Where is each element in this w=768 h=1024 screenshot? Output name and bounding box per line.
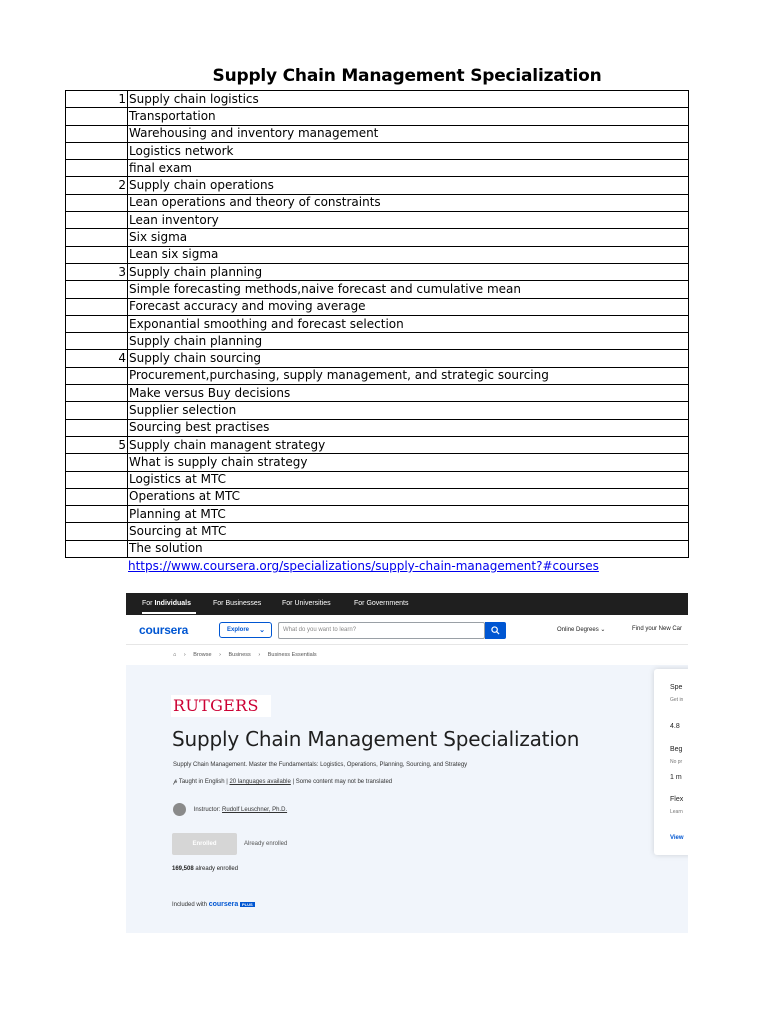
tab-governments[interactable]: For Governments [354, 600, 409, 607]
table-row [66, 523, 689, 540]
instructor-name-link[interactable]: Rudolf Leuschner, Ph.D. [222, 807, 288, 814]
online-degrees-link[interactable]: Online Degrees ⌄ [557, 627, 606, 633]
view-link[interactable]: View [670, 835, 684, 841]
coursera-link[interactable]: https://www.coursera.org/specializations/supply-chain-management?#courses [128, 559, 599, 573]
search-input[interactable] [278, 622, 485, 639]
table-row [66, 315, 689, 332]
row-topic: Logistics at MTC [128, 471, 689, 488]
row-topic: What is supply chain strategy [128, 454, 689, 471]
chevron-down-icon: ⌄ [259, 627, 265, 634]
row-number [66, 419, 128, 436]
row-number [66, 194, 128, 211]
main-nav [126, 615, 688, 645]
row-topic: Warehousing and inventory management [128, 125, 689, 142]
breadcrumb-business[interactable]: Business [228, 652, 251, 658]
row-number [66, 385, 128, 402]
chevron-right-icon: › [258, 652, 261, 658]
coursera-logo[interactable]: coursera [139, 623, 189, 637]
breadcrumb [173, 652, 323, 658]
table-row [66, 281, 689, 298]
table-row [66, 419, 689, 436]
find-career-link[interactable]: Find your New Car [632, 626, 683, 632]
row-topic: Lean six sigma [128, 246, 689, 263]
table-row [66, 229, 689, 246]
row-topic: Lean operations and theory of constraints [128, 194, 689, 211]
row-topic: Make versus Buy decisions [128, 385, 689, 402]
row-topic: Supply chain logistics [128, 91, 689, 108]
search-icon [491, 626, 500, 635]
row-topic: Lean inventory [128, 212, 689, 229]
row-number [66, 298, 128, 315]
row-topic: Supply chain sourcing [128, 350, 689, 367]
row-topic: Supplier selection [128, 402, 689, 419]
row-topic: Supply chain planning [128, 263, 689, 280]
table-row [66, 177, 689, 194]
row-number: 3 [66, 263, 128, 280]
row-topic: Exponantial smoothing and forecast selection [128, 315, 689, 332]
avatar [173, 803, 186, 816]
row-topic: Simple forecasting methods,naive forecast and cumulative mean [128, 281, 689, 298]
table-row [66, 108, 689, 125]
row-number [66, 471, 128, 488]
explore-button[interactable]: Explore ⌄ [219, 622, 272, 638]
coursera-plus-logo: coursera [208, 901, 239, 908]
row-number [66, 402, 128, 419]
row-number [66, 488, 128, 505]
row-number [66, 506, 128, 523]
table-row [66, 350, 689, 367]
table-row [66, 246, 689, 263]
row-number [66, 315, 128, 332]
table-row [66, 506, 689, 523]
table-row [66, 471, 689, 488]
instructor-info: Instructor: Rudolf Leuschner, Ph.D. [173, 803, 287, 816]
row-topic: Forecast accuracy and moving average [128, 298, 689, 315]
table-row [66, 436, 689, 453]
row-topic: Procurement,purchasing, supply management, and strategic sourcing [128, 367, 689, 384]
row-number [66, 229, 128, 246]
already-enrolled-text: Already enrolled [244, 841, 288, 847]
row-number [66, 367, 128, 384]
row-topic: Transportation [128, 108, 689, 125]
tab-universities[interactable]: For Universities [282, 600, 331, 607]
university-logo: RUTGERS [171, 695, 271, 717]
row-number: 4 [66, 350, 128, 367]
table-row [66, 488, 689, 505]
row-number [66, 246, 128, 263]
row-topic: Supply chain operations [128, 177, 689, 194]
course-title: Supply Chain Management Specialization [172, 727, 580, 751]
row-number: 5 [66, 436, 128, 453]
search-placeholder: What do you want to learn? [283, 627, 357, 633]
table-row [66, 212, 689, 229]
row-number [66, 160, 128, 177]
included-with: Included with coursera PLUS [172, 901, 253, 908]
table-row [66, 454, 689, 471]
languages-link[interactable]: 20 languages available [229, 779, 291, 785]
table-row [66, 263, 689, 280]
table-row [66, 540, 689, 557]
top-bar [126, 593, 688, 615]
document-title: Supply Chain Management Specialization [212, 66, 602, 86]
enrollment-count: 169,508 already enrolled [172, 866, 239, 872]
language-info: 𝓅 Taught in English | 20 languages available | Some content may not be translated [173, 779, 393, 785]
row-number [66, 125, 128, 142]
row-number [66, 108, 128, 125]
row-topic: Supply chain managent strategy [128, 436, 689, 453]
row-topic: Six sigma [128, 229, 689, 246]
course-hero [126, 665, 688, 933]
table-row [66, 385, 689, 402]
search-button[interactable] [485, 622, 506, 639]
row-number [66, 281, 128, 298]
row-number: 2 [66, 177, 128, 194]
row-number [66, 333, 128, 350]
active-tab-underline [142, 612, 196, 614]
breadcrumb-essentials[interactable]: Business Essentials [267, 652, 317, 658]
table-row [66, 298, 689, 315]
breadcrumb-browse[interactable]: Browse [193, 652, 212, 658]
table-row [66, 367, 689, 384]
table-row [66, 142, 689, 159]
row-topic: Logistics network [128, 142, 689, 159]
row-number: 1 [66, 91, 128, 108]
row-topic: final exam [128, 160, 689, 177]
row-topic: The solution [128, 540, 689, 557]
row-number [66, 454, 128, 471]
side-info-card: Spe Get in 4.8 Beg No pr 1 m Flex Learn View [654, 669, 688, 855]
course-subtitle: Supply Chain Management. Master the Fundamentals: Logistics, Operations, Planning, Sourcing, and Strategy [173, 762, 468, 768]
table-row [66, 91, 689, 108]
row-topic: Planning at MTC [128, 506, 689, 523]
table-row [66, 402, 689, 419]
home-icon[interactable]: ⌂ [173, 652, 177, 658]
tab-businesses[interactable]: For Businesses [213, 600, 262, 607]
table-row [66, 160, 689, 177]
table-row [66, 333, 689, 350]
coursera-screenshot [126, 593, 688, 933]
table-row [66, 194, 689, 211]
row-topic: Operations at MTC [128, 488, 689, 505]
enrolled-button[interactable]: Enrolled [172, 833, 237, 855]
row-number [66, 212, 128, 229]
course-table [65, 90, 689, 558]
tab-individuals[interactable]: For Individuals [142, 600, 192, 607]
table-row [66, 125, 689, 142]
row-number [66, 142, 128, 159]
row-number [66, 540, 128, 557]
chevron-down-icon: ⌄ [600, 627, 606, 633]
row-topic: Supply chain planning [128, 333, 689, 350]
row-topic: Sourcing best practises [128, 419, 689, 436]
row-number [66, 523, 128, 540]
chevron-right-icon: › [183, 652, 186, 658]
chevron-right-icon: › [219, 652, 221, 658]
row-topic: Sourcing at MTC [128, 523, 689, 540]
translate-icon: 𝓅 [173, 779, 178, 785]
